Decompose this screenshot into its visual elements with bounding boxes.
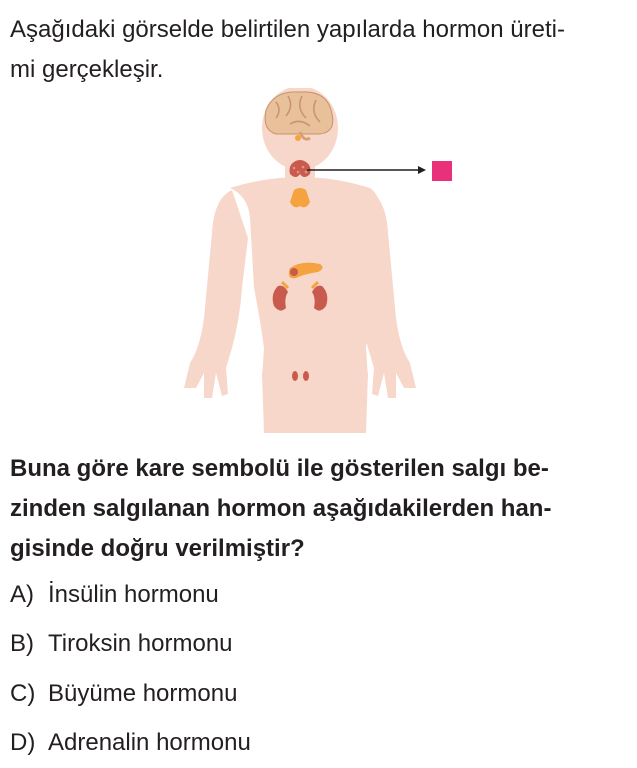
option-text: Büyüme hormonu [48, 680, 237, 708]
intro-line-1: Aşağıdaki görselde belirtilen yapılarda hormon üreti- [10, 10, 630, 50]
pituitary-icon [295, 135, 301, 141]
option-a[interactable] [10, 570, 610, 620]
arrow-icon [307, 166, 426, 174]
option-letter: C) [10, 680, 48, 708]
option-b[interactable] [10, 620, 610, 670]
option-c[interactable] [10, 669, 610, 719]
question-stem [10, 449, 628, 569]
intro-line-2: mi gerçekleşir. [10, 50, 630, 90]
brain-icon [265, 92, 333, 139]
square-marker-icon [432, 161, 452, 181]
option-letter: A) [10, 581, 48, 609]
human-body-icon [170, 88, 470, 433]
option-text: Adrenalin hormonu [48, 729, 251, 757]
option-text: Tiroksin hormonu [48, 630, 233, 658]
option-text: İnsülin hormonu [48, 581, 219, 609]
question-line-3: gisinde doğru verilmiştir? [10, 529, 628, 569]
question-line-2: zinden salgılanan hormon aşağıdakilerden han- [10, 489, 628, 529]
answer-options [10, 570, 610, 768]
question-line-1: Buna göre kare sembolü ile gösterilen salgı be- [10, 449, 628, 489]
option-letter: D) [10, 729, 48, 757]
question-intro [10, 10, 630, 90]
endocrine-figure [170, 88, 470, 433]
option-d[interactable] [10, 719, 610, 768]
option-letter: B) [10, 630, 48, 658]
